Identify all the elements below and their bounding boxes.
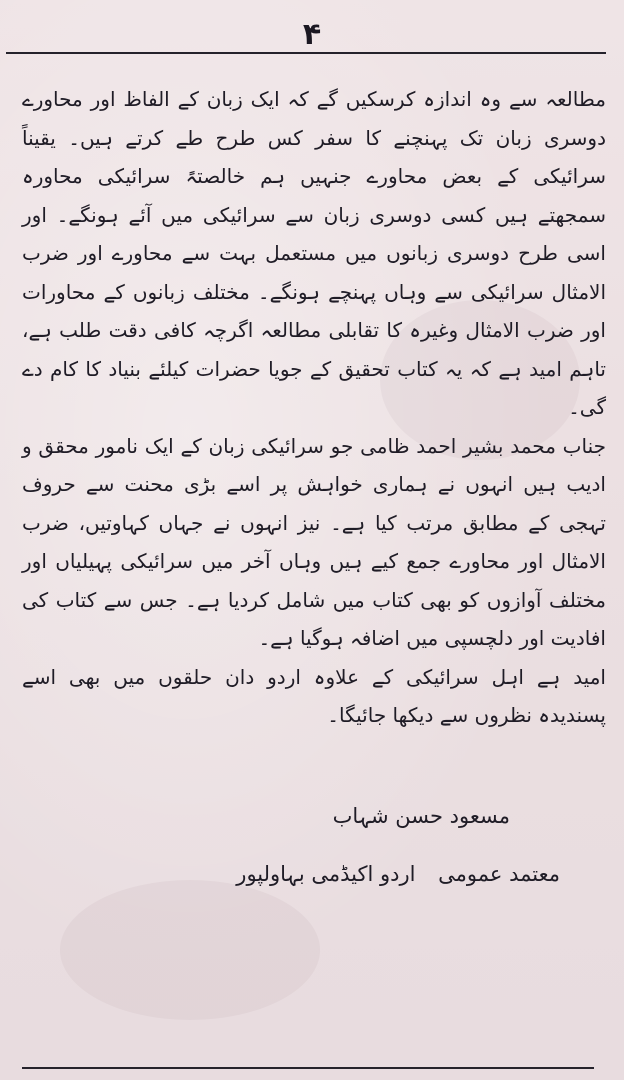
signatory-name: مسعود حسن شہاب [332,804,510,828]
signatory-title: معتمد عمومی [438,862,560,886]
page-number: ۴ [302,17,322,52]
paragraph: جناب محمد بشیر احمد ظامی جو سرائیکی زبان کے ایک نامور محقق و ادیب ہیں انہوں نے ہماری خواہش پر اسے بڑی محنت سے حروف تہجی کے مطابق مرتب کیا ہے۔ نیز انہوں نے جہاں کہاوتیں، ضرب الامثال اور محاورے جمع کیے ہیں وہاں آخر میں سرائیکی پہیلیاں اور مختلف آوازوں کو بھی کتاب میں شامل کردیا ہے۔ جس سے کتاب کی افادیت اور دلچسپی میں اضافہ ہوگیا ہے۔ [22,433,606,650]
paragraph: مطالعہ سے وہ اندازہ کرسکیں گے کہ ایک زبان کے الفاظ اور محاورے دوسری زبان تک پہنچنے کا سفر کس طرح طے کرتے ہیں۔ یقیناً سرائیکی کے بعض محاورے جنہیں ہم خالصتہً سرائیکی محاورہ سمجھتے ہیں کسی دوسری زبان سے سرائیکی میں آئے ہونگے۔ اور اسی طرح دوسری زبانوں میں مستعمل بہت سے محاورے اور ضرب الامثال سرائیکی سے وہاں پہنچے ہونگے۔ مختلف زبانوں کے محاورات اور ضرب الامثال وغیرہ کا تقابلی مطالعہ اگرچہ کافی دقت طلب ہے، تاہم امید ہے کہ یہ کتاب تحقیق کے جویا حضرات کیلئے بنیاد کا کام دے گی۔ [22,87,606,419]
header-rule [6,52,606,54]
paragraph: امید ہے اہل سرائیکی کے علاوہ اردو دان حلقوں میں بھی اسے پسندیدہ نظروں سے دیکھا جائیگا۔ [22,664,606,727]
paper-stain [60,880,320,1020]
signatory-organization: اردو اکیڈمی بہاولپور [236,862,416,886]
body-text [22,80,606,735]
signatory-title-line [20,854,560,894]
footer-rule [22,1067,594,1069]
signature-block [20,796,560,894]
